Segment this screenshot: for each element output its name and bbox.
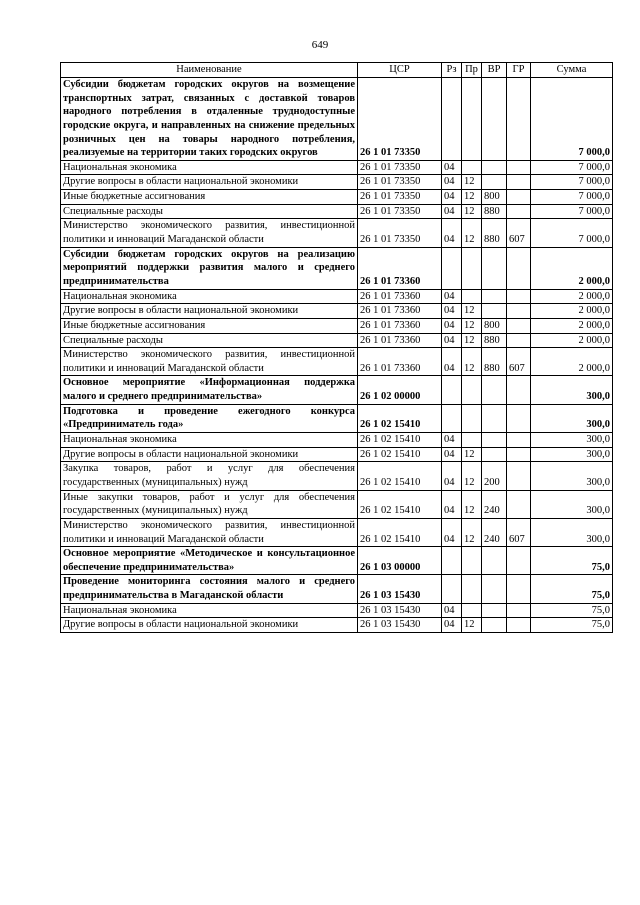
cell-rz xyxy=(442,404,462,432)
cell-sum: 2 000,0 xyxy=(531,289,613,304)
cell-vr: 880 xyxy=(482,219,507,247)
cell-pr: 12 xyxy=(462,490,482,518)
cell-csr: 26 1 02 15410 xyxy=(358,404,442,432)
header-gr: ГР xyxy=(507,63,531,78)
cell-sum: 7 000,0 xyxy=(531,190,613,205)
cell-pr: 12 xyxy=(462,318,482,333)
cell-csr: 26 1 02 15410 xyxy=(358,447,442,462)
cell-name: Министерство экономического развития, инвестиционной политики и инноваций Магаданской области xyxy=(61,219,358,247)
cell-sum: 300,0 xyxy=(531,518,613,546)
cell-vr xyxy=(482,247,507,289)
cell-gr xyxy=(507,404,531,432)
table-row xyxy=(61,603,613,618)
cell-sum: 7 000,0 xyxy=(531,219,613,247)
cell-rz xyxy=(442,376,462,404)
cell-pr: 12 xyxy=(462,447,482,462)
cell-rz: 04 xyxy=(442,204,462,219)
cell-rz: 04 xyxy=(442,160,462,175)
cell-vr: 240 xyxy=(482,518,507,546)
cell-csr: 26 1 01 73350 xyxy=(358,160,442,175)
cell-name: Закупка товаров, работ и услуг для обеспечения государственных (муниципальных) нужд xyxy=(61,462,358,490)
cell-sum: 2 000,0 xyxy=(531,333,613,348)
cell-rz: 04 xyxy=(442,348,462,376)
cell-csr: 26 1 01 73360 xyxy=(358,304,442,319)
cell-csr: 26 1 02 15410 xyxy=(358,490,442,518)
cell-rz xyxy=(442,547,462,575)
cell-csr: 26 1 01 73360 xyxy=(358,247,442,289)
cell-rz: 04 xyxy=(442,433,462,448)
cell-gr xyxy=(507,433,531,448)
cell-rz: 04 xyxy=(442,318,462,333)
cell-name: Субсидии бюджетам городских округов на возмещение транспортных затрат, связанных с доставкой товаров народного потребления в отдаленные труднодоступные городские округа, и направленных на снижение предельных розничных цен на товары народного потребления, реализуемые на территории таких городских округов xyxy=(61,78,358,161)
cell-pr xyxy=(462,547,482,575)
cell-rz xyxy=(442,78,462,161)
cell-pr: 12 xyxy=(462,175,482,190)
table-row xyxy=(61,78,613,161)
cell-csr: 26 1 03 15430 xyxy=(358,603,442,618)
cell-gr: 607 xyxy=(507,219,531,247)
cell-sum: 7 000,0 xyxy=(531,160,613,175)
cell-vr xyxy=(482,618,507,633)
cell-sum: 7 000,0 xyxy=(531,78,613,161)
cell-csr: 26 1 01 73360 xyxy=(358,333,442,348)
cell-name: Министерство экономического развития, инвестиционной политики и инноваций Магаданской области xyxy=(61,348,358,376)
cell-pr: 12 xyxy=(462,348,482,376)
cell-sum: 300,0 xyxy=(531,433,613,448)
cell-rz: 04 xyxy=(442,447,462,462)
cell-csr: 26 1 01 73350 xyxy=(358,78,442,161)
cell-pr: 12 xyxy=(462,190,482,205)
cell-rz xyxy=(442,575,462,603)
cell-gr xyxy=(507,289,531,304)
cell-vr: 800 xyxy=(482,318,507,333)
cell-rz: 04 xyxy=(442,603,462,618)
cell-vr xyxy=(482,289,507,304)
cell-sum: 75,0 xyxy=(531,575,613,603)
cell-name: Специальные расходы xyxy=(61,333,358,348)
cell-csr: 26 1 01 73360 xyxy=(358,348,442,376)
cell-vr xyxy=(482,78,507,161)
header-rz: Рз xyxy=(442,63,462,78)
table-row xyxy=(61,348,613,376)
cell-sum: 75,0 xyxy=(531,618,613,633)
cell-name: Субсидии бюджетам городских округов на реализацию мероприятий поддержки развития малого и среднего предпринимательства xyxy=(61,247,358,289)
header-pr: Пр xyxy=(462,63,482,78)
cell-vr: 200 xyxy=(482,462,507,490)
cell-name: Национальная экономика xyxy=(61,289,358,304)
cell-csr: 26 1 03 00000 xyxy=(358,547,442,575)
cell-pr xyxy=(462,78,482,161)
table-row xyxy=(61,404,613,432)
cell-rz: 04 xyxy=(442,190,462,205)
table-row xyxy=(61,219,613,247)
cell-vr xyxy=(482,547,507,575)
cell-gr xyxy=(507,603,531,618)
cell-gr xyxy=(507,247,531,289)
cell-sum: 75,0 xyxy=(531,603,613,618)
cell-csr: 26 1 01 73350 xyxy=(358,175,442,190)
table-row xyxy=(61,490,613,518)
cell-vr: 800 xyxy=(482,190,507,205)
cell-csr: 26 1 02 15410 xyxy=(358,518,442,546)
cell-vr xyxy=(482,575,507,603)
cell-sum: 300,0 xyxy=(531,490,613,518)
cell-rz: 04 xyxy=(442,518,462,546)
header-sum: Сумма xyxy=(531,63,613,78)
cell-gr xyxy=(507,490,531,518)
cell-sum: 300,0 xyxy=(531,376,613,404)
cell-name: Другие вопросы в области национальной экономики xyxy=(61,618,358,633)
cell-gr: 607 xyxy=(507,348,531,376)
cell-gr xyxy=(507,462,531,490)
table-header-row xyxy=(61,63,613,78)
cell-name: Подготовка и проведение ежегодного конкурса «Предприниматель года» xyxy=(61,404,358,432)
cell-name: Иные бюджетные ассигнования xyxy=(61,190,358,205)
cell-pr: 12 xyxy=(462,204,482,219)
table-row xyxy=(61,618,613,633)
cell-vr xyxy=(482,603,507,618)
cell-name: Основное мероприятие «Информационная поддержка малого и среднего предпринимательства» xyxy=(61,376,358,404)
cell-csr: 26 1 01 73360 xyxy=(358,289,442,304)
cell-vr xyxy=(482,304,507,319)
cell-rz: 04 xyxy=(442,289,462,304)
cell-pr: 12 xyxy=(462,518,482,546)
cell-gr xyxy=(507,547,531,575)
table-row xyxy=(61,289,613,304)
cell-name: Национальная экономика xyxy=(61,433,358,448)
table-body xyxy=(61,78,613,633)
cell-name: Специальные расходы xyxy=(61,204,358,219)
table-row xyxy=(61,175,613,190)
cell-name: Проведение мониторинга состояния малого и среднего предпринимательства в Магаданской области xyxy=(61,575,358,603)
table-row xyxy=(61,575,613,603)
cell-rz: 04 xyxy=(442,618,462,633)
table-row xyxy=(61,376,613,404)
cell-sum: 7 000,0 xyxy=(531,175,613,190)
cell-pr xyxy=(462,575,482,603)
cell-csr: 26 1 03 15430 xyxy=(358,618,442,633)
cell-gr xyxy=(507,333,531,348)
cell-name: Национальная экономика xyxy=(61,160,358,175)
budget-table xyxy=(60,62,613,633)
cell-vr: 880 xyxy=(482,333,507,348)
cell-sum: 2 000,0 xyxy=(531,318,613,333)
cell-sum: 300,0 xyxy=(531,404,613,432)
cell-rz: 04 xyxy=(442,462,462,490)
cell-pr xyxy=(462,433,482,448)
cell-csr: 26 1 01 73360 xyxy=(358,318,442,333)
cell-name: Иные бюджетные ассигнования xyxy=(61,318,358,333)
cell-csr: 26 1 02 00000 xyxy=(358,376,442,404)
cell-gr xyxy=(507,190,531,205)
table-row xyxy=(61,247,613,289)
cell-sum: 300,0 xyxy=(531,462,613,490)
cell-csr: 26 1 02 15410 xyxy=(358,462,442,490)
cell-rz: 04 xyxy=(442,490,462,518)
cell-gr xyxy=(507,376,531,404)
cell-vr xyxy=(482,404,507,432)
cell-csr: 26 1 02 15410 xyxy=(358,433,442,448)
cell-vr: 240 xyxy=(482,490,507,518)
header-csr: ЦСР xyxy=(358,63,442,78)
cell-vr: 880 xyxy=(482,348,507,376)
cell-pr: 12 xyxy=(462,618,482,633)
cell-gr xyxy=(507,447,531,462)
table-row xyxy=(61,433,613,448)
cell-gr xyxy=(507,204,531,219)
cell-gr xyxy=(507,618,531,633)
table-row xyxy=(61,160,613,175)
cell-sum: 300,0 xyxy=(531,447,613,462)
cell-pr: 12 xyxy=(462,304,482,319)
cell-name: Другие вопросы в области национальной экономики xyxy=(61,175,358,190)
table-row xyxy=(61,518,613,546)
cell-name: Министерство экономического развития, инвестиционной политики и инноваций Магаданской области xyxy=(61,518,358,546)
cell-pr xyxy=(462,376,482,404)
cell-gr xyxy=(507,78,531,161)
cell-sum: 7 000,0 xyxy=(531,204,613,219)
cell-csr: 26 1 03 15430 xyxy=(358,575,442,603)
table-row xyxy=(61,447,613,462)
cell-name: Иные закупки товаров, работ и услуг для обеспечения государственных (муниципальных) нужд xyxy=(61,490,358,518)
cell-vr xyxy=(482,175,507,190)
cell-rz: 04 xyxy=(442,304,462,319)
cell-pr xyxy=(462,160,482,175)
cell-gr xyxy=(507,318,531,333)
cell-pr: 12 xyxy=(462,219,482,247)
table-row xyxy=(61,318,613,333)
cell-name: Другие вопросы в области национальной экономики xyxy=(61,304,358,319)
table-row xyxy=(61,462,613,490)
cell-pr xyxy=(462,247,482,289)
cell-csr: 26 1 01 73350 xyxy=(358,190,442,205)
cell-pr xyxy=(462,603,482,618)
cell-csr: 26 1 01 73350 xyxy=(358,219,442,247)
cell-gr xyxy=(507,575,531,603)
cell-vr xyxy=(482,160,507,175)
table-row xyxy=(61,190,613,205)
table-row xyxy=(61,547,613,575)
cell-rz: 04 xyxy=(442,175,462,190)
cell-sum: 2 000,0 xyxy=(531,348,613,376)
cell-gr xyxy=(507,175,531,190)
cell-sum: 75,0 xyxy=(531,547,613,575)
cell-name: Национальная экономика xyxy=(61,603,358,618)
header-name: Наименование xyxy=(61,63,358,78)
cell-vr xyxy=(482,447,507,462)
cell-pr xyxy=(462,289,482,304)
page-number: 649 xyxy=(311,39,329,51)
cell-sum: 2 000,0 xyxy=(531,247,613,289)
cell-rz: 04 xyxy=(442,219,462,247)
cell-name: Другие вопросы в области национальной экономики xyxy=(61,447,358,462)
cell-vr: 880 xyxy=(482,204,507,219)
cell-gr xyxy=(507,304,531,319)
cell-name: Основное мероприятие «Методическое и консультационное обеспечение предпринимательства» xyxy=(61,547,358,575)
cell-vr xyxy=(482,376,507,404)
cell-csr: 26 1 01 73350 xyxy=(358,204,442,219)
cell-pr: 12 xyxy=(462,462,482,490)
table-row xyxy=(61,333,613,348)
table-row xyxy=(61,204,613,219)
cell-rz: 04 xyxy=(442,333,462,348)
table-row xyxy=(61,304,613,319)
cell-vr xyxy=(482,433,507,448)
cell-gr: 607 xyxy=(507,518,531,546)
cell-sum: 2 000,0 xyxy=(531,304,613,319)
cell-pr: 12 xyxy=(462,333,482,348)
cell-gr xyxy=(507,160,531,175)
header-vr: ВР xyxy=(482,63,507,78)
cell-pr xyxy=(462,404,482,432)
cell-rz xyxy=(442,247,462,289)
